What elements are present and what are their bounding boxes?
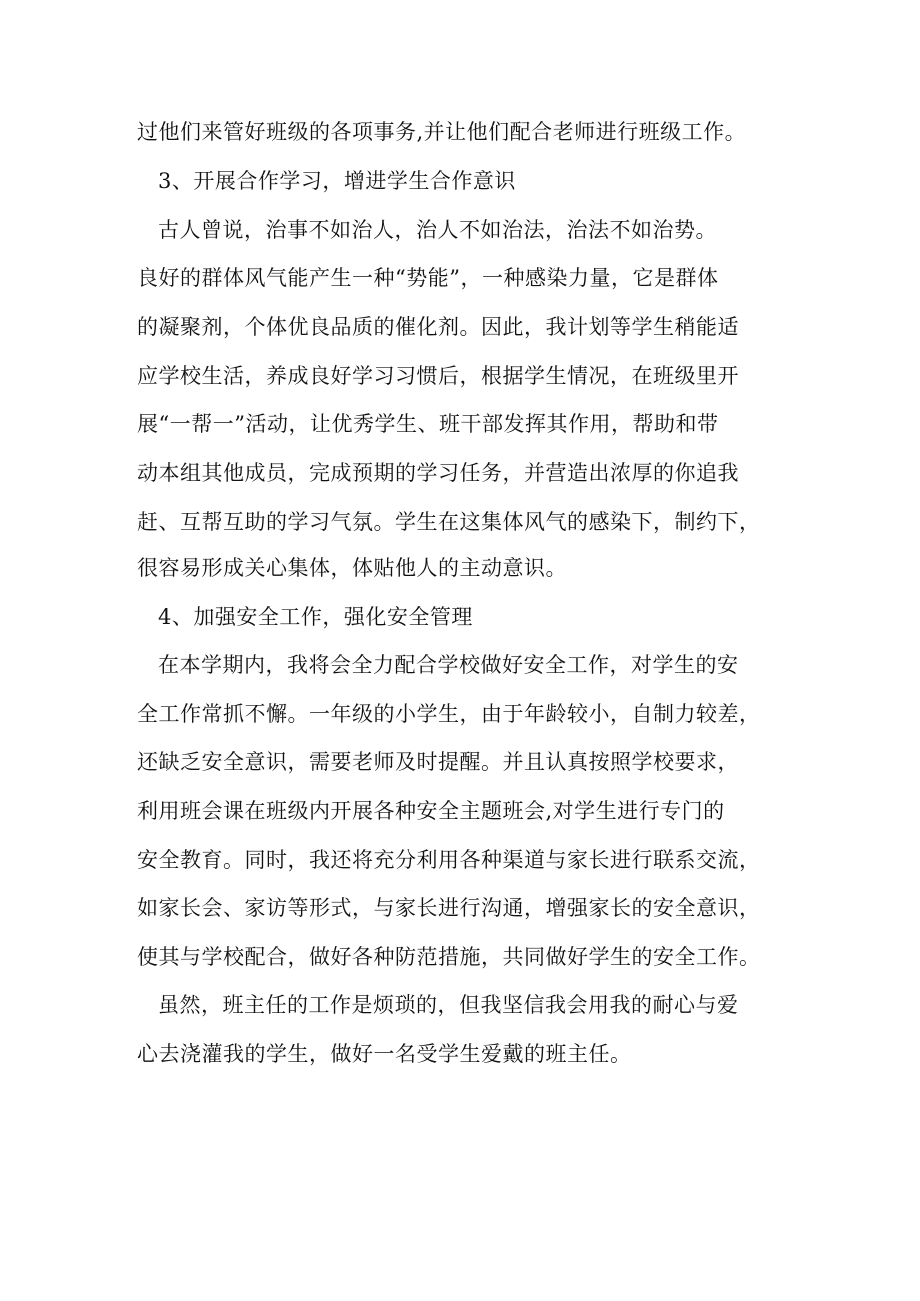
- body-text-line: 如家长会、家访等形式，与家长进行沟通，增强家长的安全意识，: [137, 896, 761, 920]
- body-text-line: 利用班会课在班级内开展各种安全主题班会,对学生进行专门的: [137, 799, 725, 823]
- body-text-line: 在本学期内，我将会全力配合学校做好安全工作，对学生的安: [158, 653, 739, 677]
- section-heading: 4、加强安全工作，强化安全管理: [158, 605, 473, 629]
- body-text-line: 的凝聚剂，个体优良品质的催化剂。因此，我计划等学生稍能适: [137, 315, 739, 339]
- section-heading: 3、开展合作学习，增进学生合作意识: [158, 169, 516, 193]
- body-text-line: 赶、互帮互助的学习气氛。学生在这集体风气的感染下，制约下，: [137, 510, 761, 534]
- body-text-line: 展“一帮一”活动，让优秀学生、班干部发挥其作用，帮助和带: [137, 412, 719, 436]
- body-text-line: 还缺乏安全意识，需要老师及时提醒。并且认真按照学校要求，: [137, 750, 739, 774]
- body-text-line: 过他们来管好班级的各项事务,并让他们配合老师进行班级工作。: [137, 120, 747, 144]
- body-text-line: 应学校生活，养成良好学习习惯后，根据学生情况，在班级里开: [137, 364, 739, 388]
- body-text-line: 使其与学校配合，做好各种防范措施，共同做好学生的安全工作。: [137, 945, 761, 969]
- body-text-line: 动本组其他成员，完成预期的学习任务，并营造出浓厚的你追我: [137, 461, 739, 485]
- body-text-line: 虽然，班主任的工作是烦琐的，但我坚信我会用我的耐心与爱: [158, 993, 739, 1017]
- body-text-line: 全工作常抓不懈。一年级的小学生，由于年龄较小，自制力较差，: [137, 702, 761, 726]
- body-text-line: 心去浇灌我的学生，做好一名受学生爱戴的班主任。: [137, 1042, 632, 1066]
- body-text-line: 很容易形成关心集体，体贴他人的主动意识。: [137, 556, 567, 580]
- body-text-line: 良好的群体风气能产生一种“势能”，一种感染力量，它是群体: [137, 266, 719, 290]
- body-text-line: 安全教育。同时，我还将充分利用各种渠道与家长进行联系交流，: [137, 848, 761, 872]
- body-text-line: 古人曾说，治事不如治人，治人不如治法，治法不如治势。: [158, 218, 717, 242]
